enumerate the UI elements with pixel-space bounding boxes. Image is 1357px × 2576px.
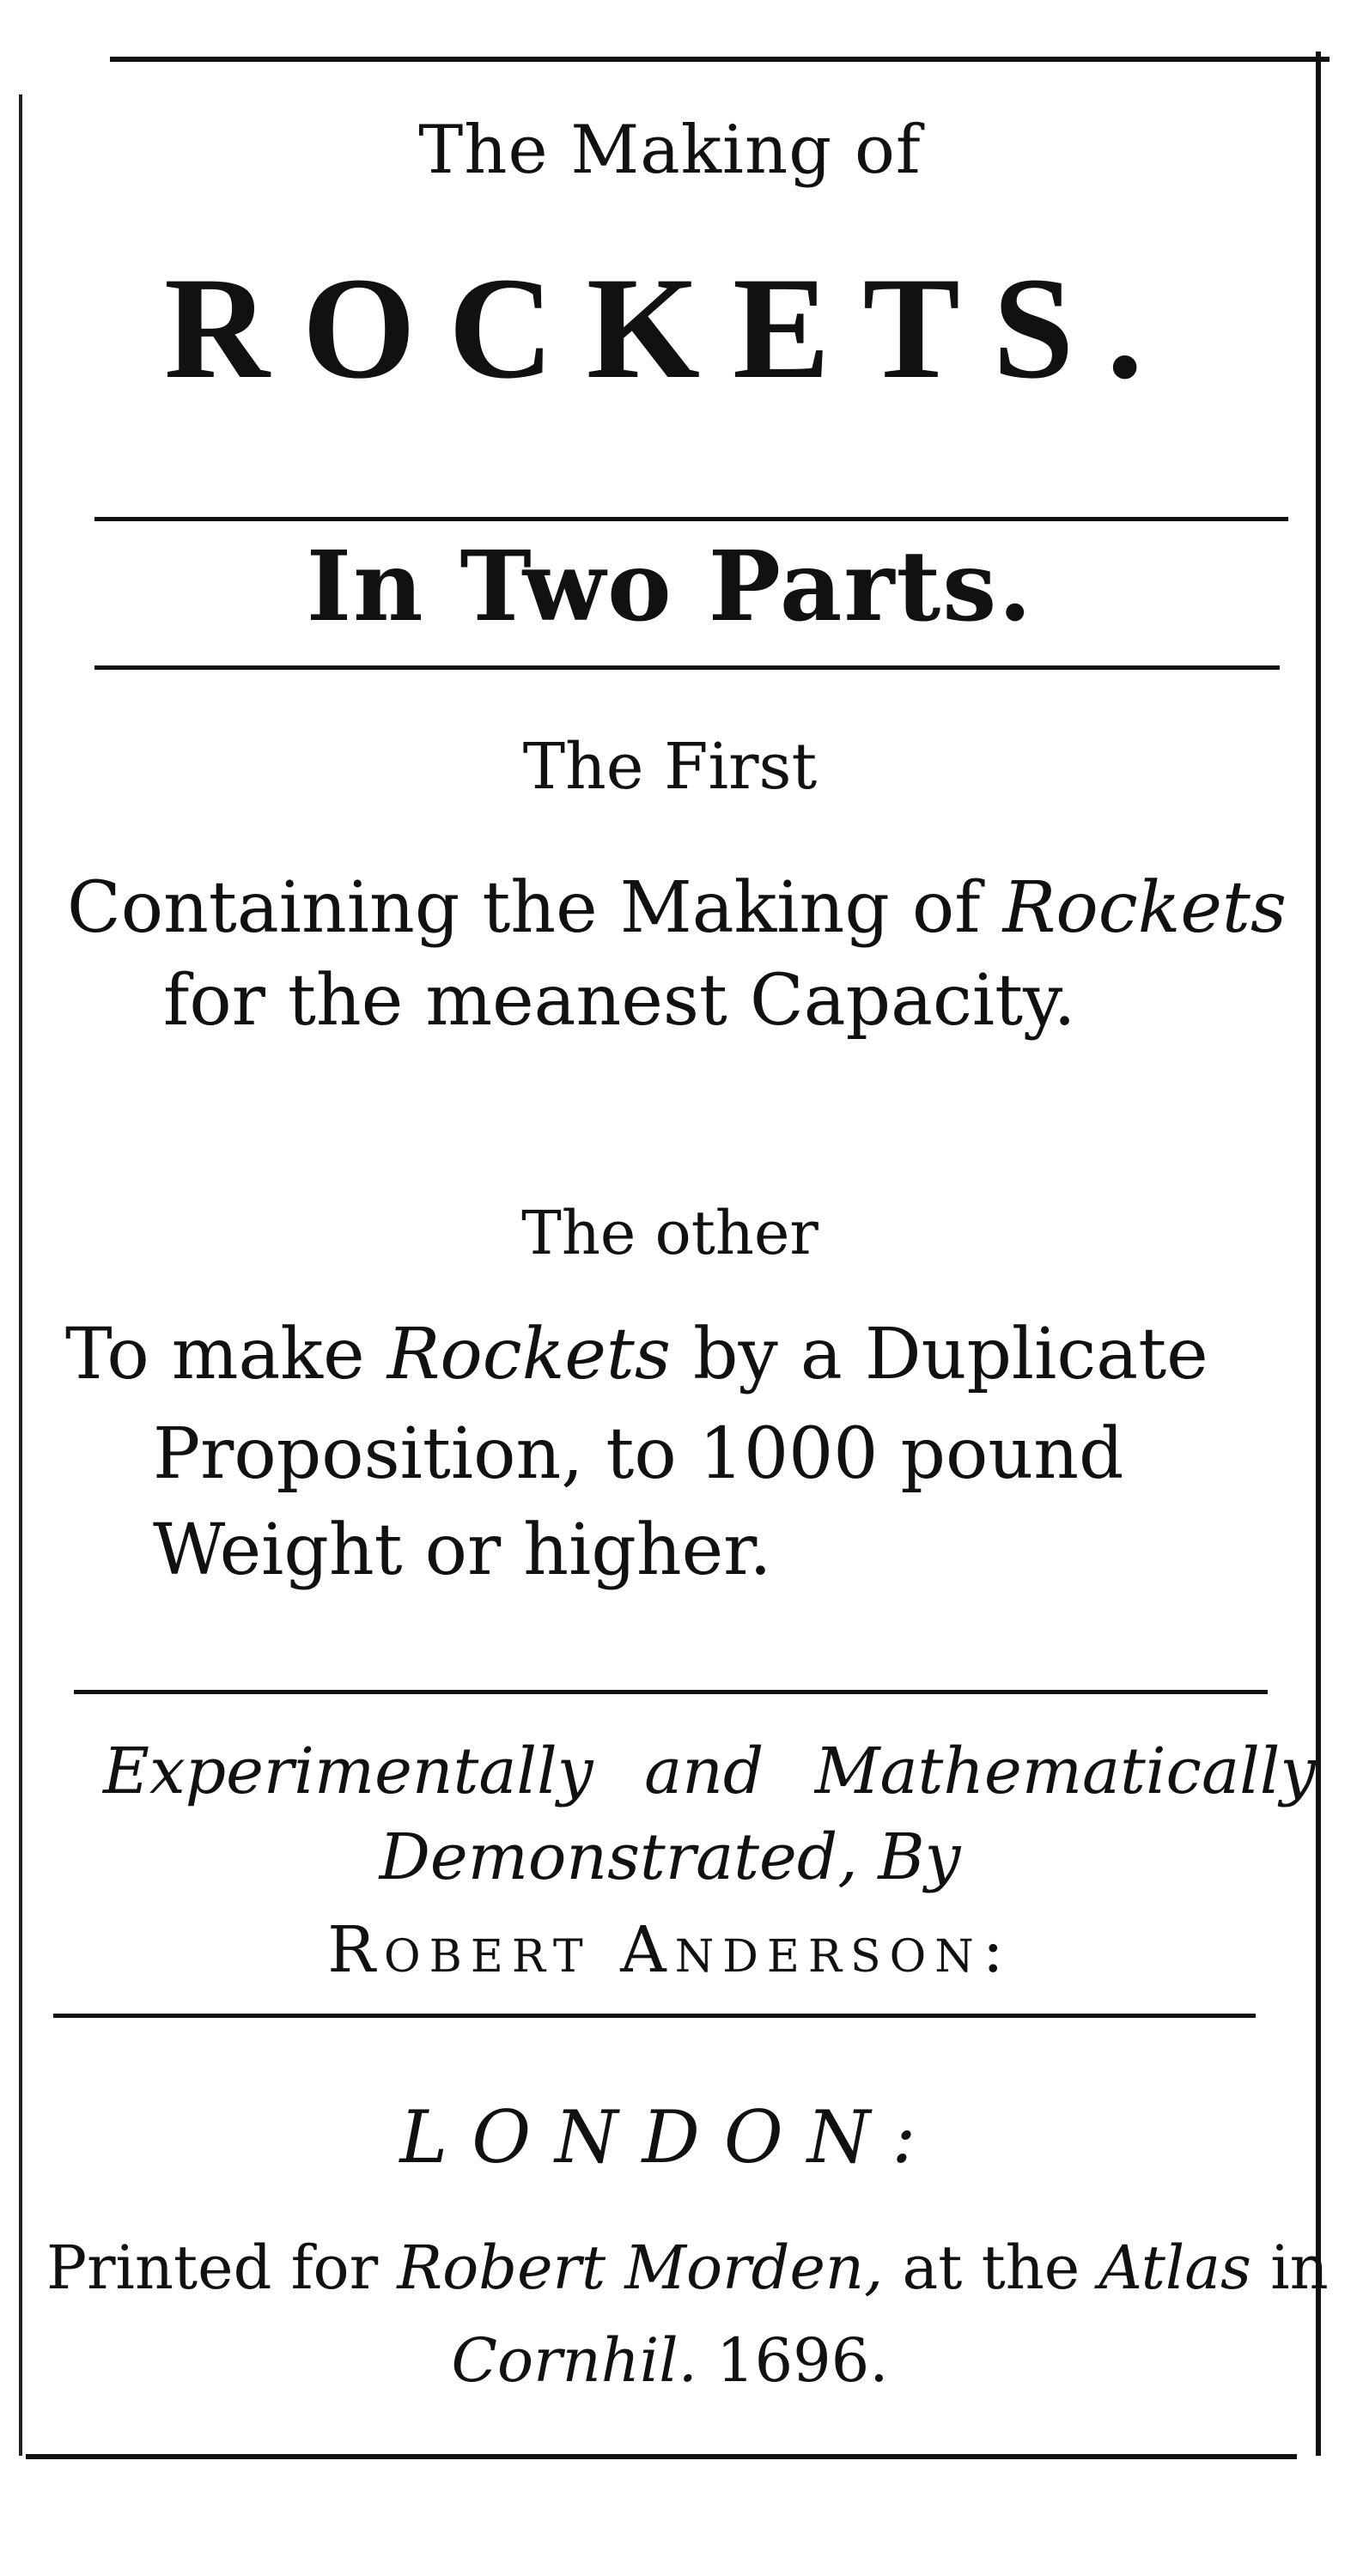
other-part-line-3: Weight or higher.: [153, 1510, 772, 1591]
divider-rule: [94, 517, 1288, 521]
imprint-line-1: [46, 2233, 1329, 2303]
frame-left-rule: [19, 94, 22, 2456]
imprint-printer: Robert Morden,: [397, 2233, 884, 2303]
imprint-place: LONDON:: [399, 2095, 940, 2179]
demonstrated-line-1: Experimentally and Mathematically: [103, 1735, 1317, 1808]
frame-bottom-rule: [26, 2454, 1297, 2459]
first-part-line-1: [67, 867, 1338, 949]
imprint-year: 1696.: [697, 2325, 889, 2396]
imprint-cornhil: Cornhil.: [451, 2325, 697, 2396]
imprint-line-2: [34, 2325, 1305, 2396]
title-making-of: The Making of: [418, 112, 922, 189]
other-part-rockets: Rockets: [386, 1314, 671, 1395]
subtitle-two-parts: In Two Parts.: [306, 531, 1034, 643]
first-part-text: Containing the Making of: [67, 867, 1003, 949]
imprint-printed-for: Printed for: [46, 2233, 398, 2303]
imprint-in: in: [1251, 2233, 1329, 2303]
other-part-line-1: [65, 1314, 1336, 1395]
divider-rule: [53, 2014, 1256, 2018]
heading-the-first: The First: [522, 730, 818, 804]
divider-rule: [74, 1690, 1268, 1694]
frame-top-rule: [110, 57, 1330, 62]
first-part-line-2: for the meanest Capacity.: [163, 960, 1076, 1042]
first-part-rockets: Rockets: [1002, 867, 1287, 949]
imprint-at-the: at the: [883, 2233, 1099, 2303]
title-rockets: ROCKETS.: [164, 247, 1176, 409]
author-name: Robert Anderson:: [327, 1913, 1013, 1987]
heading-the-other: The other: [521, 1198, 818, 1268]
demonstrated-line-2: Demonstrated, By: [379, 1820, 961, 1894]
other-part-text-c: by a Duplicate: [670, 1314, 1208, 1395]
divider-rule: [94, 665, 1280, 670]
frame-right-rule: [1316, 52, 1321, 2456]
other-part-text-a: To make: [65, 1314, 387, 1395]
imprint-atlas: Atlas: [1098, 2233, 1251, 2303]
other-part-line-2: Proposition, to 1000 pound: [153, 1413, 1124, 1495]
